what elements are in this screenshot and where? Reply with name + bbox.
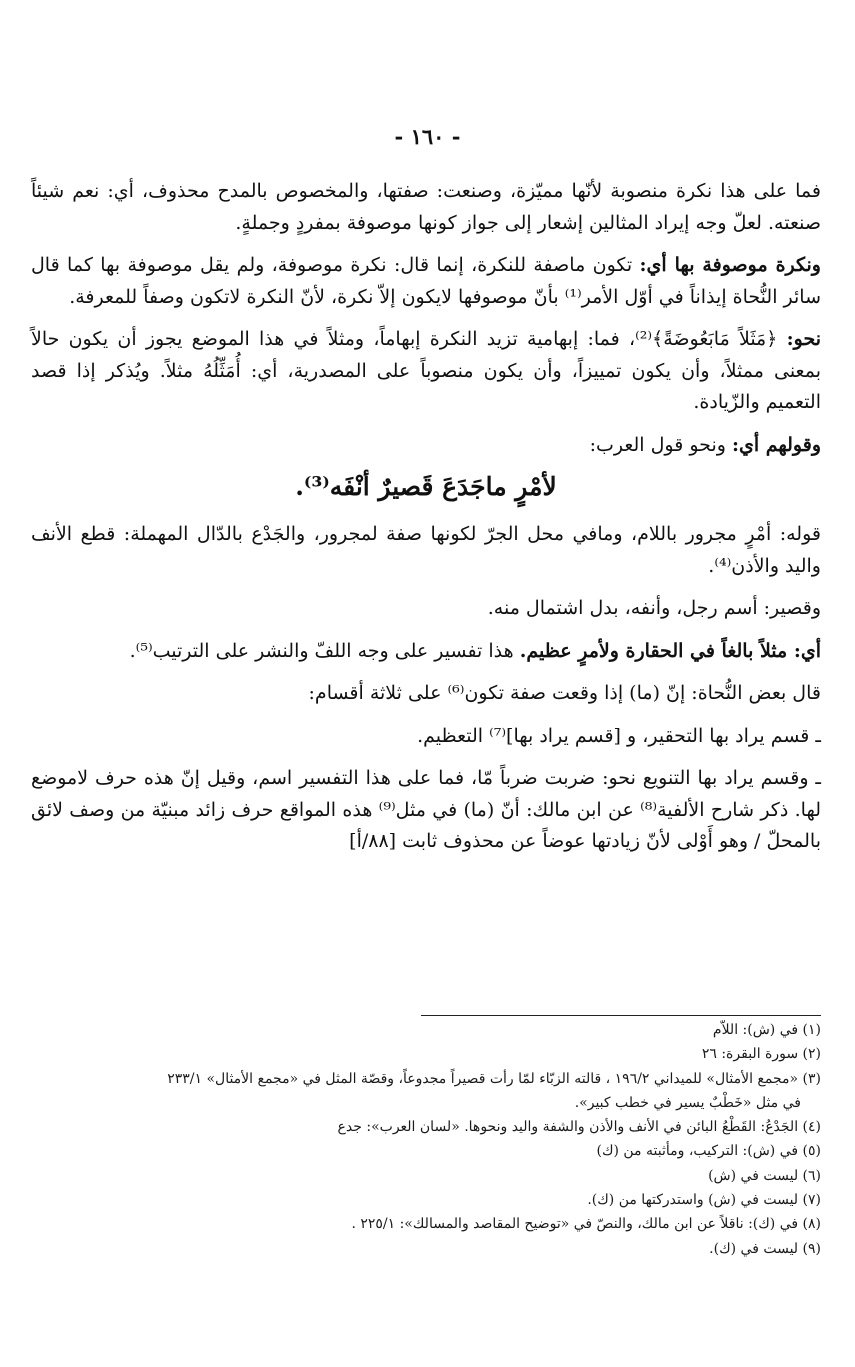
paragraph-text: ﴿مَثَلاً مَابَعُوضَةً﴾⁽²⁾، فما: إبهامية تزيد النكرة إبهاماً، ومثلاً في هذا الموضع يجوز أن يكون حالاً بمعنى ممثلاً، وأن يكون تمييزاً، وأن يكون منصوباً على المصدرية، أي: أُمَثِّلُهُ مثلاً. ويُذكر إذا قصد التعميم والزّيادة.: [31, 328, 821, 413]
paragraph-text: ـ وقسم يراد بها التنويع نحو: ضربت ضرباً مّا، فما على هذا التفسير اسم، وقيل إنّ هذه حرف لاموضع لها. ذكر شارح الألفية⁽⁸⁾ عن ابن مالك: أنّ (ما) في مثل⁽⁹⁾ هذه المواقع حرف زائد مبنيّة من وصف لائق بالمحلّ / وهو أَوْلى لأنّ زيادتها عوضاً عن محذوف ثابت [٨٨/أ]: [31, 767, 822, 852]
footnote: (٣) «مجمع الأمثال» للميداني ١٩٦/٢ ، قالته الزبّاء لمّا رأت قصيراً مجدوعاً، وقصّة المثل في «مجمع الأمثال» ٢٣٣/١: [167, 1070, 821, 1087]
paragraph: [31, 176, 821, 239]
footnote: (٨) في (ك): ناقلاً عن ابن مالك، والنصّ في «توضيح المقاصد والمسالك»: ٢٢٥/١ .: [351, 1216, 821, 1233]
paragraph: [31, 593, 821, 625]
proverb-line: لأمْرٍ ماجَدَعَ قَصيرٌ أنْفَه⁽³⁾.: [295, 472, 557, 501]
paragraph-lead: وقولهم أي:: [731, 433, 821, 456]
paragraph: [31, 519, 821, 582]
footnote: (٩) ليست في (ك).: [709, 1240, 821, 1257]
footnotes: [31, 1018, 821, 1261]
paragraph-text: هذا تفسير على وجه اللفّ والنشر على الترتيب⁽⁵⁾.: [129, 639, 520, 662]
paragraph: [31, 636, 821, 668]
paragraph-text: قال بعض النُّحاة: إنّ (ما) إذا وقعت صفة تكون⁽⁶⁾ على ثلاثة أقسام:: [308, 682, 821, 704]
main-text: [31, 176, 821, 869]
paragraph-lead: نحو:: [786, 328, 821, 350]
paragraph-text: قوله: أمْرٍ مجرور باللام، ومافي محل الجرّ لكونها صفة لمجرور، والجَدْع بالدّال المهملة: قطع الأنف واليد والأذن⁽⁴⁾.: [31, 523, 821, 577]
paragraph: [31, 678, 821, 710]
paragraph: [31, 430, 821, 462]
paragraph-text: ونحو قول العرب:: [589, 433, 732, 456]
paragraph: [31, 763, 821, 858]
page-number: - ١٦٠ -: [394, 124, 461, 149]
paragraph-lead: أي: مثلاً بالغاً في الحقارة ولأمرٍ عظيم.: [519, 639, 821, 662]
paragraph-text: فما على هذا نكرة منصوبة لأنّها مميّزة، وصنعت: صفتها، والمخصوص بالمدح محذوف، أي: نعم شيئاً صنعته. لعلّ وجه إيراد المثالين إشعار إلى جواز كونها موصوفة بمفردٍ وجملةٍ.: [31, 180, 821, 234]
footnote: (٢) سورة البقرة: ٢٦: [701, 1046, 821, 1063]
footnote: (٧) ليست في (ش) واستدركتها من (ك).: [587, 1192, 821, 1209]
footnote: (١) في (ش): اللاّم: [712, 1022, 821, 1038]
footnote-divider: [421, 1015, 821, 1016]
footnote: (٤) الجَدْعُ: القَطْعُ البائن في الأنف والأذن والشفة واليد ونحوها. «لسان العرب»: جدع: [337, 1119, 821, 1136]
footnote-continuation: في مثل «خَطْبٌ يسير في خطب كبير».: [574, 1094, 801, 1111]
paragraph-lead: ونكرة موصوفة بها أي:: [639, 254, 821, 276]
footnote: (٦) ليست في (ش): [708, 1167, 821, 1184]
paragraph-text: وقصير: أسم رجل، وأنفه، بدل اشتمال منه.: [487, 597, 821, 619]
paragraph-text: تكون ماصفة للنكرة، إنما قال: نكرة موصوفة، ولم يقل موصوفة بها كما قال سائر النُّحاة إيذاناً في أوّل الأمر⁽¹⁾ بأنّ موصوفها لايكون إلاّ نكرة، لأنّ النكرة لاتكون وصفاً للمعرفة.: [31, 254, 821, 308]
footnote: (٥) في (ش): التركيب، ومأثبته من (ك): [596, 1143, 821, 1160]
paragraph: [31, 324, 821, 419]
paragraph: [31, 721, 821, 753]
paragraph-text: ـ قسم يراد بها التحقير، و [قسم يراد بها]⁽⁷⁾ التعظيم.: [417, 724, 821, 747]
paragraph: [31, 250, 821, 313]
